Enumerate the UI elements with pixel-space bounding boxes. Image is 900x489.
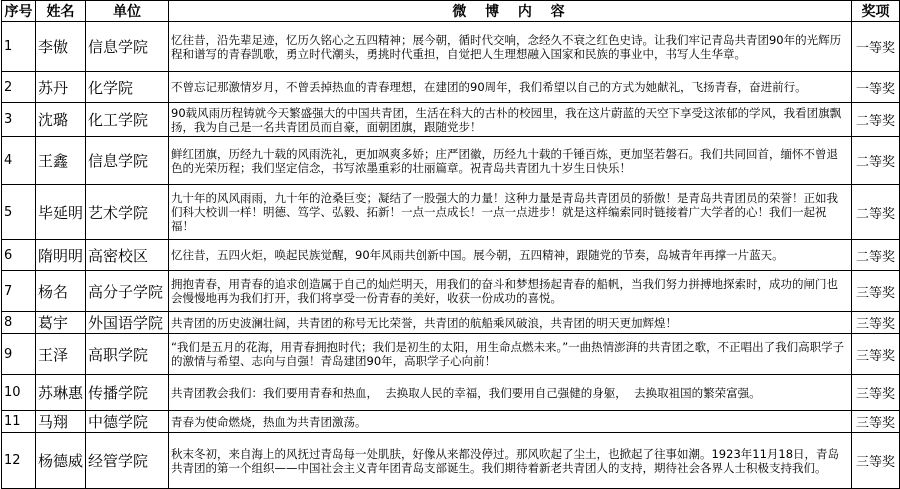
row-unit: 高分子学院 [86, 271, 169, 312]
row-name: 王泽 [36, 334, 86, 375]
row-name: 马翔 [36, 411, 86, 433]
row-content: 忆往昔，沿先辈足迹，忆历久铭心之五四精神；展今朝，循时代交响，念经久不衰之红色史诗。让我们牢记青岛共青团90年的光辉历程和谱写的青春凯歌，勇立时代潮头，勇挑时代重担，自觉把人生理想融入国家和民族的事业中，书写人生华章。 [169, 22, 852, 72]
row-index: 1 [2, 22, 36, 72]
row-unit: 中德学院 [86, 411, 169, 433]
row-name: 葛宇 [36, 312, 86, 334]
table-row [2, 240, 900, 271]
row-unit: 化工学院 [86, 103, 169, 137]
row-content: 共青团的历史波澜壮阔，共青团的称号无比荣誉，共青团的航船乘风破浪，共青团的明天更加辉煌！ [169, 312, 852, 334]
row-unit: 信息学院 [86, 137, 169, 185]
table-row [2, 103, 900, 137]
row-index: 10 [2, 375, 36, 411]
header-award: 奖项 [852, 1, 900, 22]
table-row [2, 375, 900, 411]
row-content: 90载风雨历程铸就今天繁盛强大的中国共青团，生活在科大的古朴的校园里，我在这片蔚蓝的天空下享受这浓郁的学风，我看团旗飘扬，我为自己是一名共青团员而自豪，面朝团旗，跟随党步！ [169, 103, 852, 137]
row-award: 三等奖 [852, 271, 900, 312]
table-row [2, 411, 900, 433]
row-index: 12 [2, 433, 36, 489]
row-name: 沈璐 [36, 103, 86, 137]
row-index: 3 [2, 103, 36, 137]
table-row [2, 271, 900, 312]
header-index: 序号 [2, 1, 36, 22]
row-name: 杨德威 [36, 433, 86, 489]
table-row [2, 185, 900, 240]
row-content: 青春为使命燃烧，热血为共青团激荡。 [169, 411, 852, 433]
row-index: 8 [2, 312, 36, 334]
header-row [2, 1, 900, 22]
row-unit: 信息学院 [86, 22, 169, 72]
row-content: “我们是五月的花海，用青春拥抱时代；我们是初生的太阳，用生命点燃未来。”一曲热情澎湃的共青团之歌，不正唱出了我们高职学子的激情与希望、志向与自强！青岛建团90年，高职学子心向前！ [169, 334, 852, 375]
row-award: 二等奖 [852, 185, 900, 240]
row-index: 6 [2, 240, 36, 271]
header-unit: 单位 [86, 1, 169, 22]
header-content: 微 博 内 容 [169, 1, 852, 22]
row-name: 隋明明 [36, 240, 86, 271]
row-award: 二等奖 [852, 240, 900, 271]
row-award: 三等奖 [852, 334, 900, 375]
row-content: 秋末冬初，来自海上的风抚过青岛每一处肌肤，好像从来都没停过。那风吹起了尘土，也掀起了往事如潮。1923年11月18日，青岛共青团的第一个组织——中国社会主义青年团青岛支部诞生。我们期待着新老共青团人的支持，期待社会各界人士积极支持我们。 [169, 433, 852, 489]
row-index: 11 [2, 411, 36, 433]
row-unit: 经管学院 [86, 433, 169, 489]
row-index: 5 [2, 185, 36, 240]
row-award: 一等奖 [852, 72, 900, 103]
row-unit: 高密校区 [86, 240, 169, 271]
row-index: 7 [2, 271, 36, 312]
row-name: 苏丹 [36, 72, 86, 103]
table-row [2, 312, 900, 334]
row-index: 2 [2, 72, 36, 103]
row-unit: 艺术学院 [86, 185, 169, 240]
row-content: 拥抱青春，用青春的追求创造属于自己的灿烂明天，用我们的奋斗和梦想扬起青春的船帆，当我们努力拼搏地探索时，成功的闸门也会慢慢地再为我们打开，我们将享受一份青春的美好，收获一份成功的喜悦。 [169, 271, 852, 312]
row-award: 三等奖 [852, 433, 900, 489]
table-row [2, 137, 900, 185]
row-unit: 高职学院 [86, 334, 169, 375]
row-unit: 传播学院 [86, 375, 169, 411]
table-row [2, 433, 900, 489]
row-name: 毕延明 [36, 185, 86, 240]
row-content: 不曾忘记那激情岁月，不曾丢掉热血的青春理想，在建团的90周年，我们希望以自己的方式为她献礼，飞扬青春，奋进前行。 [169, 72, 852, 103]
row-award: 三等奖 [852, 375, 900, 411]
row-content: 鲜红团旗，历经九十载的风雨洗礼，更加飒爽多娇；庄严团徽，历经九十载的千锤百炼，更加坚若磐石。我们共同回首，缅怀不曾退色的光荣历程；我们坚定信念，书写浓墨重彩的壮丽篇章。祝青岛共青团九十岁生日快乐！ [169, 137, 852, 185]
table-row [2, 72, 900, 103]
row-index: 9 [2, 334, 36, 375]
row-content: 忆往昔，五四火炬，唤起民族觉醒，90年风雨共创新中国。展今朝，五四精神，跟随党的节奏，岛城青年再撑一片蓝天。 [169, 240, 852, 271]
row-content: 九十年的风风雨雨，九十年的沧桑巨变；凝结了一股强大的力量！这种力量是青岛共青团员的骄傲！是青岛共青团员的荣誉！正如我们科大校训一样！明德、笃学、弘毅、拓新！一点一点成长！一点一点进步！就是这样编索同时链接着广大学者的心！我们一起祝福！ [169, 185, 852, 240]
row-award: 一等奖 [852, 22, 900, 72]
row-unit: 化学院 [86, 72, 169, 103]
header-name: 姓名 [36, 1, 86, 22]
table-row [2, 22, 900, 72]
table-row [2, 334, 900, 375]
row-award: 二等奖 [852, 103, 900, 137]
row-unit: 外国语学院 [86, 312, 169, 334]
row-content: 共青团教会我们：我们要用青春和热血， 去换取人民的幸福，我们要用自己强健的身躯， 去换取祖国的繁荣富强。 [169, 375, 852, 411]
row-index: 4 [2, 137, 36, 185]
row-name: 杨名 [36, 271, 86, 312]
row-name: 王鑫 [36, 137, 86, 185]
row-award: 三等奖 [852, 411, 900, 433]
row-award: 二等奖 [852, 137, 900, 185]
award-table [1, 0, 900, 489]
row-name: 李傲 [36, 22, 86, 72]
row-name: 苏琳惠 [36, 375, 86, 411]
row-award: 三等奖 [852, 312, 900, 334]
